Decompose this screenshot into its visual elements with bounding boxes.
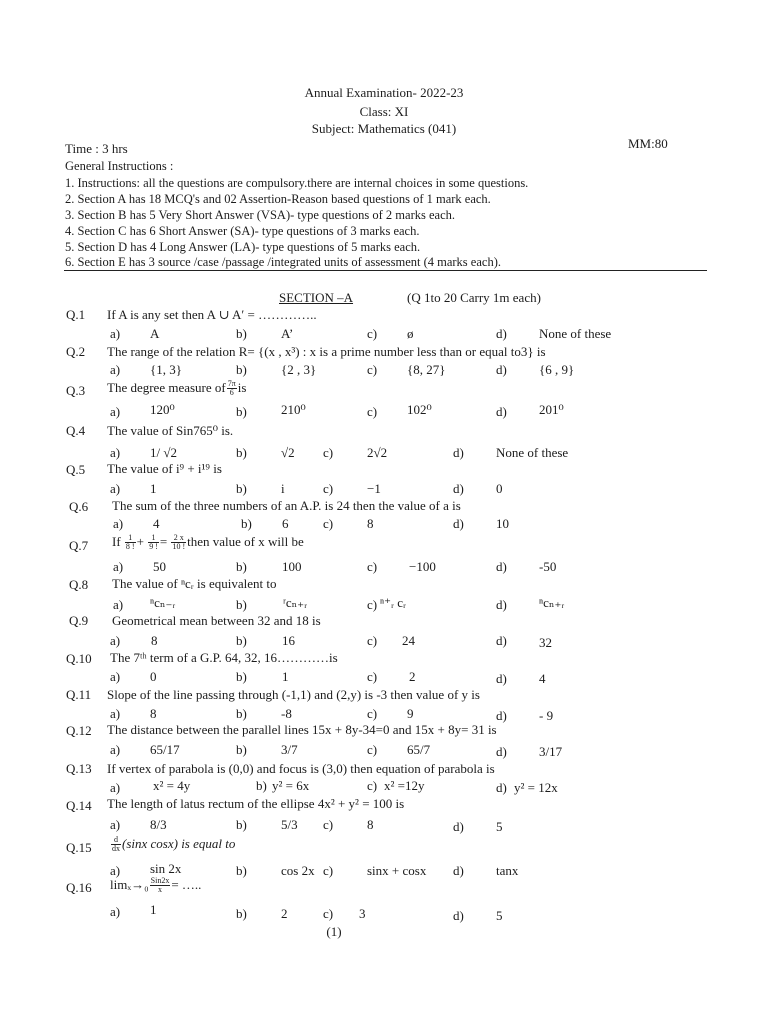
question-number: Q.2 (66, 344, 86, 359)
question-text: Geometrical mean between 32 and 18 is (112, 613, 321, 628)
option-b: 5/3 (281, 817, 298, 832)
option-label-b: b) (236, 362, 247, 377)
option-c: 2 (409, 669, 416, 684)
option-a: {1, 3} (150, 362, 182, 377)
option-a: 50 (153, 559, 166, 574)
option-label-c: c) (367, 326, 378, 341)
option-b: 1 (282, 669, 289, 684)
question-number: Q.13 (66, 761, 92, 776)
option-b: cos 2x (281, 863, 315, 878)
option-d: None of these (496, 445, 569, 460)
question-text: The degree measure of $\frac{7\pi}{6}$ is (107, 379, 247, 398)
option-b: A’ (281, 326, 294, 341)
option-label-d: d) (453, 908, 464, 923)
option-label-c: c) (367, 706, 378, 721)
option-label-d: d) (496, 633, 507, 648)
question-number: Q.16 (66, 880, 92, 895)
option-label-a: a) (113, 516, 124, 531)
option-b: √2 (281, 445, 295, 460)
option-a: 1/ √2 (150, 445, 177, 460)
option-c: ø (407, 326, 414, 341)
question-number: Q.1 (66, 307, 86, 322)
option-c: −100 (409, 559, 436, 574)
option-d: -50 (539, 559, 557, 574)
exam-subject: Subject: Mathematics (041) (311, 121, 457, 136)
fraction: $\frac{\text{Sin2x}}{x}$ (150, 876, 170, 895)
option-c: 8 (367, 516, 374, 531)
option-a: 8 (150, 706, 157, 721)
option-label-a: a) (110, 780, 121, 795)
option-label-b: b) (236, 906, 247, 921)
fraction: $\frac{d}{dx}$ (112, 835, 120, 854)
option-c: −1 (367, 481, 381, 496)
question-number: Q.10 (66, 651, 92, 666)
option-label-d: d) (453, 863, 464, 878)
question-number: Q.7 (69, 538, 89, 553)
option-label-c: c) (323, 817, 334, 832)
option-d: - 9 (539, 708, 554, 723)
option-label-a: a) (113, 559, 124, 574)
option-label-d: d) (496, 708, 507, 723)
question-text: The value of Sin765⁰ is. (107, 423, 234, 438)
instruction-item: 1. Instructions: all the questions are compulsory.there are internal choices in some questions. (65, 176, 529, 190)
option-label-c: c) (367, 742, 378, 757)
option-label-a: a) (110, 817, 121, 832)
option-label-d: d) (496, 362, 507, 377)
question-number: Q.4 (66, 423, 86, 438)
option-label-d: d) (496, 671, 507, 686)
option-a: A (150, 326, 160, 341)
option-d: 5 (496, 908, 503, 923)
option-b: 6 (282, 516, 289, 531)
option-label-a: a) (110, 863, 121, 878)
option-a: 4 (153, 516, 160, 531)
option-a: 1 (150, 481, 157, 496)
question-text: The length of latus rectum of the ellipse 4x² + y² = 100 is (107, 796, 405, 811)
option-label-c: c) (323, 863, 334, 878)
instruction-item: 2. Section A has 18 MCQ's and 02 Assertion-Reason based questions of 1 mark each. (65, 192, 491, 206)
option-label-c: c) (367, 597, 378, 612)
question-text: Slope of the line passing through (-1,1) and (2,y) is -3 then value of y is (107, 687, 480, 702)
option-b: {2 , 3} (281, 362, 317, 377)
option-label-b: b) (236, 669, 247, 684)
option-c: {8, 27} (407, 362, 446, 377)
option-a: 8 (151, 633, 158, 648)
option-b: 3/7 (281, 742, 298, 757)
question-number: Q.9 (69, 613, 89, 628)
option-b: -8 (281, 706, 292, 721)
option-a: x² = 4y (153, 778, 191, 793)
page-number: (1) (326, 924, 342, 939)
option-label-d: d) (496, 780, 507, 795)
option-d: None of these (539, 326, 612, 341)
question-text: The sum of the three numbers of an A.P. is 24 then the value of a is (112, 498, 461, 513)
option-b: ʳcₙ₊ᵣ (283, 595, 308, 610)
option-label-a: a) (110, 669, 121, 684)
instruction-item: 3. Section B has 5 Very Short Answer (VSA)- type questions of 2 marks each. (65, 208, 455, 222)
option-label-a: a) (110, 445, 121, 460)
option-d: 10 (496, 516, 509, 531)
exam-title: Annual Examination- 2022-23 (304, 85, 464, 100)
question-text: The value of ⁿcᵣ is equivalent to (112, 576, 277, 591)
option-label-a: a) (110, 362, 121, 377)
question-number: Q.6 (69, 499, 89, 514)
question-text: The distance between the parallel lines 15x + 8y-34=0 and 15x + 8y= 31 is (107, 722, 497, 737)
option-label-b: b) (236, 863, 247, 878)
option-label-c: c) (367, 362, 378, 377)
option-c: 24 (402, 633, 415, 648)
option-b: y² = 6x (272, 778, 310, 793)
option-label-a: a) (110, 904, 121, 919)
option-c: ⁿ⁺ᵣ cᵣ (380, 595, 406, 610)
option-label-a: a) (110, 633, 121, 648)
option-label-c: c) (367, 559, 378, 574)
option-a: 1 (150, 902, 157, 917)
option-d: {6 , 9} (539, 362, 575, 377)
instruction-item: 6. Section E has 3 source /case /passage /integrated units of assessment (4 marks each). (65, 255, 501, 269)
option-d: ⁿcₙ₊ᵣ (539, 595, 565, 610)
option-label-b: b) (236, 481, 247, 496)
option-c: 8 (367, 817, 374, 832)
option-label-d: d) (453, 819, 464, 834)
question-number: Q.11 (66, 687, 92, 702)
question-text: The 7ᵗʰ term of a G.P. 64, 32, 16…………is (110, 650, 338, 665)
option-label-c: c) (367, 669, 378, 684)
option-d: y² = 12x (514, 780, 558, 795)
section-title: SECTION –A (279, 290, 354, 305)
question-text: The value of i⁹ + i¹⁹ is (107, 461, 222, 476)
exam-class: Class: XI (359, 104, 409, 119)
option-label-b: b) (236, 445, 247, 460)
option-label-c: c) (367, 633, 378, 648)
option-d: 3/17 (539, 744, 563, 759)
option-d: 5 (496, 819, 503, 834)
option-c: 9 (407, 706, 414, 721)
option-label-d: d) (496, 559, 507, 574)
question-text: If $\frac{1}{8 !}$ + $\frac{1}{9 !}$ = $\frac{2 x}{10 !}$ then value of x will be (112, 533, 304, 552)
question-number: Q.14 (66, 798, 92, 813)
question-text: The range of the relation R= {(x , x³) : x is a prime number less than or equal to3} is (107, 344, 546, 359)
option-label-c: c) (367, 404, 378, 419)
option-label-b: b) (236, 633, 247, 648)
fraction: $\frac{1}{9 !}$ (149, 533, 158, 552)
option-label-c: c) (323, 906, 334, 921)
exam-max-marks: MM:80 (628, 136, 668, 151)
option-a: 8/3 (150, 817, 167, 832)
option-label-a: a) (110, 742, 121, 757)
option-d: 0 (496, 481, 503, 496)
option-d: tanx (496, 863, 519, 878)
option-c: x² =12y (384, 778, 425, 793)
option-label-b: b) (236, 597, 247, 612)
option-label-c: c) (323, 481, 334, 496)
fraction: $\frac{2 x}{10 !}$ (172, 533, 186, 552)
option-label-d: d) (453, 445, 464, 460)
option-label-a: a) (110, 326, 121, 341)
option-b: 16 (282, 633, 295, 648)
option-label-b: b) (236, 817, 247, 832)
question-number: Q.5 (66, 462, 86, 477)
option-d: 4 (539, 671, 546, 686)
option-d: 32 (539, 635, 552, 650)
option-label-b: b) (236, 706, 247, 721)
divider-line (64, 270, 707, 271)
option-label-c: c) (323, 445, 334, 460)
option-label-b: b) (256, 778, 267, 793)
option-b: i (281, 481, 285, 496)
option-label-d: d) (453, 516, 464, 531)
option-label-d: d) (453, 481, 464, 496)
option-a: 120⁰ (150, 402, 175, 417)
option-a: 0 (150, 669, 157, 684)
option-label-d: d) (496, 326, 507, 341)
question-number: Q.12 (66, 723, 92, 738)
option-b: 100 (282, 559, 302, 574)
instructions-heading: General Instructions : (65, 159, 174, 173)
option-d: 201⁰ (539, 402, 564, 417)
option-b: 210⁰ (281, 402, 306, 417)
option-label-a: a) (110, 404, 121, 419)
instruction-item: 5. Section D has 4 Long Answer (LA)- type questions of 5 marks each. (65, 240, 421, 254)
option-label-b: b) (236, 559, 247, 574)
option-b: 2 (281, 906, 288, 921)
option-c: 65/7 (407, 742, 431, 757)
option-label-a: a) (113, 597, 124, 612)
option-label-b: b) (236, 404, 247, 419)
section-note: (Q 1to 20 Carry 1m each) (407, 290, 541, 305)
exam-time: Time : 3 hrs (65, 141, 128, 156)
option-label-b: b) (236, 742, 247, 757)
option-c: 3 (359, 906, 366, 921)
option-a: 65/17 (150, 742, 180, 757)
option-label-c: c) (367, 778, 378, 793)
question-number: Q.15 (66, 840, 92, 855)
fraction: $\frac{1}{8 !}$ (125, 533, 135, 552)
option-label-d: d) (496, 744, 507, 759)
option-label-b: b) (241, 516, 252, 531)
question-text: limₓ→₀ $\frac{\text{Sin2x}}{x}$ = ….. (110, 876, 202, 895)
option-a: ⁿcₙ₋ᵣ (150, 595, 176, 610)
option-label-c: c) (323, 516, 334, 531)
option-a: sin 2x (150, 861, 182, 876)
fraction: $\frac{7\pi}{6}$ (227, 379, 236, 398)
option-c: sinx + cosx (367, 863, 427, 878)
instruction-item: 4. Section C has 6 Short Answer (SA)- type questions of 3 marks each. (65, 224, 420, 238)
option-label-d: d) (496, 597, 507, 612)
option-label-a: a) (110, 481, 121, 496)
question-number: Q.8 (69, 577, 89, 592)
option-c: 102⁰ (407, 402, 432, 417)
question-number: Q.3 (66, 383, 86, 398)
option-c: 2√2 (367, 445, 388, 460)
question-text: If vertex of parabola is (0,0) and focus is (3,0) then equation of parabola is (107, 761, 495, 776)
question-text: If A is any set then A ∪ A′ = ………….. (107, 307, 317, 322)
option-label-d: d) (496, 404, 507, 419)
option-label-b: b) (236, 326, 247, 341)
question-text: $\frac{d}{dx}$ (sinx cosx) is equal to (112, 835, 236, 854)
option-label-a: a) (110, 706, 121, 721)
